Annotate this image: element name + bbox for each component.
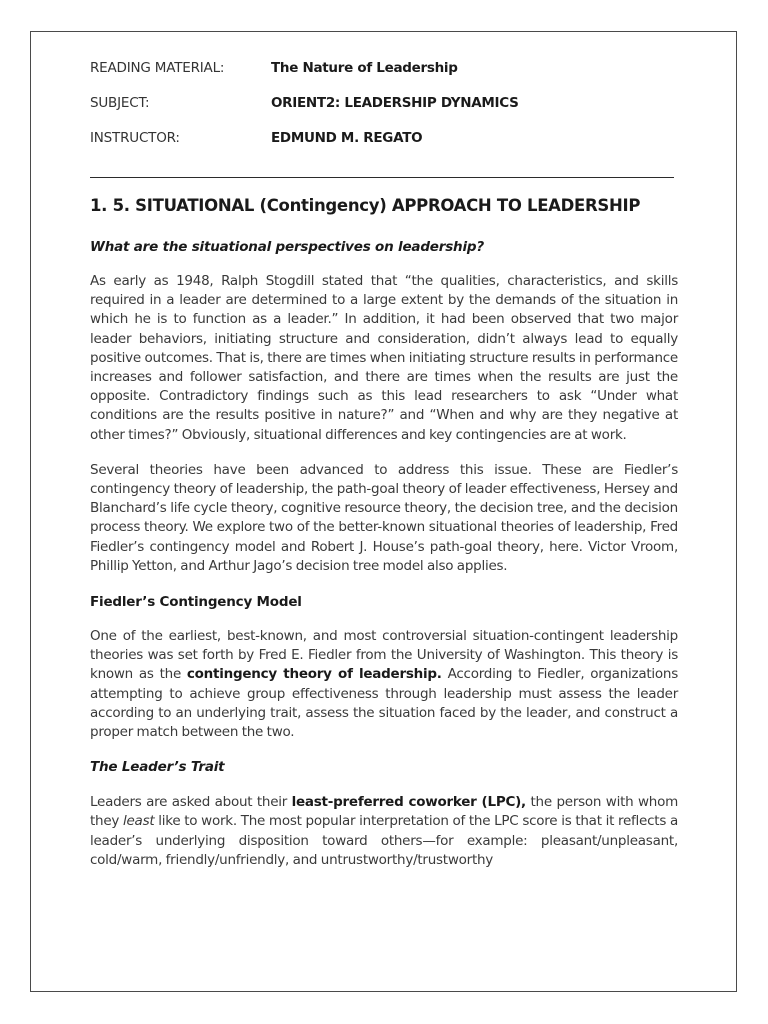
paragraph-lpc xyxy=(90,793,678,870)
paragraph-fiedler xyxy=(90,627,678,742)
reading-material-row xyxy=(90,59,680,94)
paragraph-lpc-start: Leaders are asked about their xyxy=(90,794,292,811)
subject-value: ORIENT2: LEADERSHIP DYNAMICS xyxy=(271,95,519,111)
paragraph-stogdill: As early as 1948, Ralph Stogdill stated that “the qualities, characteristics, and skills required in a leader are determined to a large extent by the demands of the situation in which he is to function as a leader.” In addition, it had been observed that two major leader behaviors, initiating structure and consideration, didn’t always lead to equally positive outcomes. That is, there are times when initiating structure results in performance increases and follower satisfaction, and there are times when the results are just the opposite. Contradictory findings such as this lead researchers to ask “Under what conditions are the results positive in nature?” and “When and why are they negative at other times?” Obviously, situational differences and key contingencies are at work. xyxy=(90,273,678,443)
section-title: 1. 5. SITUATIONAL (Contingency) APPROACH TO LEADERSHIP xyxy=(90,196,641,215)
lpc-term: least-preferred coworker (LPC), xyxy=(291,794,526,811)
reading-material-label: READING MATERIAL: xyxy=(90,60,225,76)
reading-material-value: The Nature of Leadership xyxy=(271,60,458,76)
least-emphasis: least xyxy=(123,813,155,830)
instructor-row xyxy=(90,129,680,164)
section-question: What are the situational perspectives on leadership? xyxy=(90,239,484,255)
paragraph-fiedler-end: According to Fiedler, organizations attempting to achieve group effectiveness through leadership must assess the leader according to an underlying trait, assess the situation faced by the leader, and construct a proper match between the two. xyxy=(90,666,679,741)
contingency-theory-term: contingency theory of leadership. xyxy=(186,666,442,683)
paragraph-fiedler-start: One of the earliest, best-known, and most controversial situation-contingent leadership theories was set forth by Fred E. Fiedler from the University of Washington. This theory is known as the xyxy=(90,628,678,683)
header-divider xyxy=(90,177,674,178)
fiedler-heading: Fiedler’s Contingency Model xyxy=(90,594,302,611)
document-body xyxy=(90,195,678,870)
subject-label: SUBJECT: xyxy=(90,95,150,111)
paragraph-theories: Several theories have been advanced to address this issue. These are Fiedler’s contingency theory of leadership, the path-goal theory of leader effectiveness, Hersey and Blanchard’s life cycle theory, cognitive resource theory, the decision tree, and the decision process theory. We explore two of the better-known situational theories of leadership, Fred Fiedler’s contingency model and Robert J. House’s path-goal theory, here. Victor Vroom, Phillip Yetton, and Arthur Jago’s decision tree model also applies. xyxy=(90,461,678,574)
document-header xyxy=(90,59,680,164)
instructor-value: EDMUND M. REGATO xyxy=(271,130,423,146)
subject-row xyxy=(90,94,680,129)
instructor-label: INSTRUCTOR: xyxy=(90,130,180,146)
leader-trait-heading: The Leader’s Trait xyxy=(90,759,225,776)
paragraph-lpc-end: like to work. The most popular interpretation of the LPC score is that it reflects a leader’s underlying disposition toward others—for example: pleasant/unpleasant, cold/warm, friendly/unfriendly, and untrustworthy/trustworthy xyxy=(90,813,678,868)
paragraph-lpc-mid: the person with whom they xyxy=(90,794,678,830)
